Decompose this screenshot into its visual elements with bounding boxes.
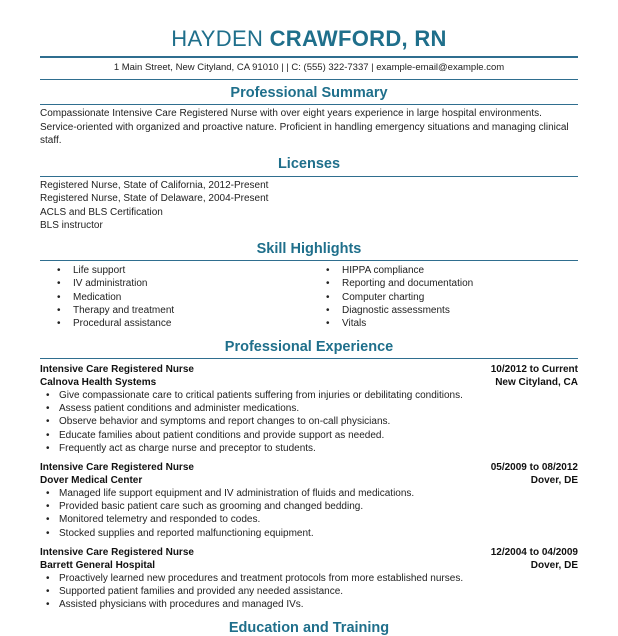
- job-title: Intensive Care Registered Nurse: [40, 547, 194, 558]
- first-name: HAYDEN: [171, 26, 264, 51]
- job-location: Dover, DE: [530, 475, 578, 486]
- skill-item: • Procedural assistance: [57, 317, 174, 330]
- skills-divider: [40, 260, 578, 261]
- candidate-name: [0, 26, 618, 52]
- skill-item: • Vitals: [326, 317, 473, 330]
- job-bullet: • Provided basic patient care such as grooming and changed bedding.: [40, 500, 578, 513]
- skills-right-list: [326, 264, 473, 330]
- job-bullet: • Assess patient conditions and administer medications.: [40, 402, 578, 415]
- job-entry: [40, 363, 578, 455]
- job-employer: Dover Medical Center: [40, 475, 143, 486]
- job-dates: 10/2012 to Current: [490, 364, 578, 375]
- summary-heading: Professional Summary: [230, 85, 388, 101]
- license-item: ACLS and BLS Certification: [40, 206, 163, 218]
- job-bullet: • Give compassionate care to critical patients suffering from injuries or debilitating conditions.: [40, 389, 578, 402]
- summary-text: Compassionate Intensive Care Registered Nurse with over eight years experience in large hospital environments. Service-oriented with organized and proactive nature. Proficient in handling emergency situations and managing clinical staff.: [40, 108, 569, 146]
- job-bullets: [40, 389, 578, 455]
- job-entry: [40, 461, 578, 540]
- header-divider-top: [40, 56, 578, 58]
- experience-heading: Professional Experience: [224, 339, 394, 355]
- header-divider-bottom: [40, 79, 578, 80]
- last-name: CRAWFORD, RN: [269, 26, 447, 51]
- skill-item: • HIPPA compliance: [326, 264, 473, 277]
- licenses-list: [40, 179, 268, 232]
- skill-item: • Computer charting: [326, 291, 473, 304]
- skill-item: • IV administration: [57, 277, 174, 290]
- job-bullet: • Observe behavior and symptoms and report changes to on-call physicians.: [40, 415, 578, 428]
- summary-divider: [40, 104, 578, 105]
- job-location: Dover, DE: [530, 560, 578, 571]
- job-title: Intensive Care Registered Nurse: [40, 462, 194, 473]
- skill-item: • Therapy and treatment: [57, 304, 174, 317]
- job-entry: [40, 546, 578, 612]
- job-title: Intensive Care Registered Nurse: [40, 364, 194, 375]
- experience-divider: [40, 358, 578, 359]
- skill-item: • Diagnostic assessments: [326, 304, 473, 317]
- job-employer: Calnova Health Systems: [40, 377, 157, 388]
- job-bullet: • Proactively learned new procedures and treatment protocols from more established nurses.: [40, 572, 578, 585]
- job-dates: 05/2009 to 08/2012: [490, 462, 578, 473]
- job-bullet: • Stocked supplies and reported malfunctioning equipment.: [40, 527, 578, 540]
- skill-item: • Medication: [57, 291, 174, 304]
- licenses-heading: Licenses: [277, 156, 341, 172]
- job-bullets: [40, 487, 578, 540]
- job-dates: 12/2004 to 04/2009: [490, 547, 578, 558]
- job-bullet: • Educate families about patient conditions and provide support as needed.: [40, 429, 578, 442]
- job-bullet: • Frequently act as charge nurse and preceptor to students.: [40, 442, 578, 455]
- job-bullet: • Assisted physicians with procedures and managed IVs.: [40, 598, 578, 611]
- job-bullet: • Managed life support equipment and IV administration of fluids and medications.: [40, 487, 578, 500]
- skill-item: • Reporting and documentation: [326, 277, 473, 290]
- job-bullets: [40, 572, 578, 612]
- license-item: BLS instructor: [40, 219, 103, 231]
- job-bullet: • Supported patient families and provided any needed assistance.: [40, 585, 578, 598]
- job-bullet: • Monitored telemetry and responded to codes.: [40, 513, 578, 526]
- skills-heading: Skill Highlights: [256, 241, 362, 257]
- job-location: New Cityland, CA: [495, 377, 578, 388]
- contact-info: 1 Main Street, New Cityland, CA 91010 | | C: (555) 322-7337 | example-email@example.com: [113, 62, 505, 73]
- licenses-divider: [40, 176, 578, 177]
- education-heading: Education and Training: [228, 620, 390, 636]
- skills-left-list: [57, 264, 174, 330]
- license-item: Registered Nurse, State of California, 2012-Present: [40, 180, 269, 191]
- skill-item: • Life support: [57, 264, 174, 277]
- license-item: Registered Nurse, State of Delaware, 2004-Present: [40, 193, 269, 205]
- job-employer: Barrett General Hospital: [40, 560, 156, 571]
